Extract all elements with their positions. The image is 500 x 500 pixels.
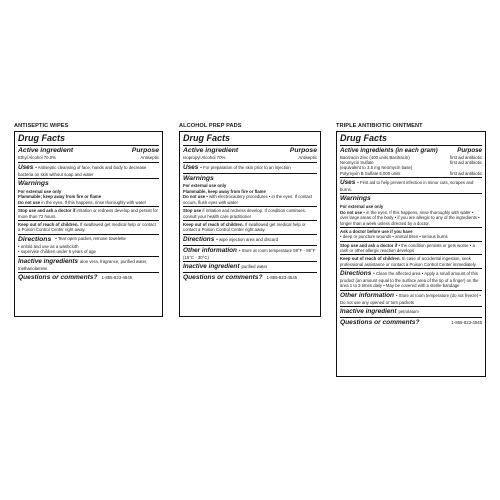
inactive-header: Inactive ingredient <box>340 308 397 316</box>
triple-drug-facts-panel <box>336 131 486 377</box>
directions-header: Directions <box>183 235 215 243</box>
alcohol-section-title: ALCOHOL PREP PADS <box>179 123 242 129</box>
do-not-use-text: • with electrocautery procedures <box>206 194 268 200</box>
purpose: first aid antibiotic <box>449 170 482 176</box>
keep-out-text: In case of accidental ingestion, seek professional assistance or contact a Poison Control Center immediately. <box>340 256 477 267</box>
questions-phone: 1-855-823-4545 <box>451 320 482 326</box>
flammable-warning: Flammable, keep away from fire or flame <box>183 188 266 194</box>
active-ingredient: Polymyxin B Sulfate 5,000 units <box>340 170 401 176</box>
other-info-text: • Store at room temperature 59°F - 86°F (15°C - 30°C) <box>183 247 316 260</box>
questions-header: Questions or comments? <box>18 274 98 282</box>
active-ingredient: Bacitracin Zinc (400 units Bacitracin) <box>340 154 410 160</box>
purpose: Antiseptic <box>298 155 317 161</box>
stop-use-text: irritation or redness develop and persist for more than 72 hours. <box>18 208 158 219</box>
uses-header: Uses <box>183 163 199 171</box>
do-not-use-text: • in the eyes. If this happens, rinse thoroughly with water • over large areas of the body • if you are allergic to any of the ingredients • longer than a week unless directed by a doctor. <box>340 209 480 226</box>
antiseptic-drug-facts-panel <box>14 131 163 317</box>
drug-facts-title: Drug Facts <box>183 133 231 143</box>
questions-header: Questions or comments? <box>340 319 420 327</box>
alcohol-drug-facts-panel <box>179 131 321 317</box>
stop-use-label: Stop use and ask a doctor if <box>340 242 398 248</box>
uses-text: • First aid to help prevent infection in minor cuts, scrapes and burns. <box>340 180 474 193</box>
active-ingredient-header: Active ingredients (in each gram) <box>340 146 438 154</box>
questions-phone: 1-855-823-4545 <box>101 275 133 281</box>
keep-out-label: Keep out of reach of children. <box>183 221 244 227</box>
purpose: first aid antibiotic <box>449 160 482 165</box>
active-ingredient-header: Active ingredient <box>183 146 239 154</box>
directions-header: Directions <box>18 235 52 243</box>
uses-header: Uses <box>340 179 356 187</box>
keep-out-label: Keep out of reach of children. <box>340 256 401 262</box>
keep-out-text: If swallowed get medical help or contact a Poison Control Center right away. <box>183 221 306 233</box>
directions-text: • wipe injection area and discard <box>216 236 278 242</box>
active-ingredient-header: Active ingredient <box>18 146 74 154</box>
inactive-header: Inactive ingredient <box>183 262 240 270</box>
inactive-text: purified water <box>241 263 268 269</box>
uses-text: • Antiseptic cleansing of face, hands and body to decrease bacteria on skin without soap and water <box>18 164 147 177</box>
do-not-use-label: Do not use <box>183 194 206 200</box>
warnings-header: Warnings <box>340 195 371 203</box>
active-ingredient: Isopropyl Alcohol 70% <box>183 155 226 161</box>
purpose-header: Purpose <box>289 146 317 154</box>
uses-text: • For preparation of the skin prior to an injection <box>200 164 291 170</box>
active-ingredient: Neomycin Sulfate <box>340 160 374 165</box>
drug-facts-title: Drug Facts <box>18 133 66 143</box>
triple-section-title: TRIPLE ANTIBIOTIC OINTMENT <box>336 123 423 129</box>
external-use: For external use only <box>183 183 227 189</box>
do-not-use-label: Do not use <box>340 209 363 215</box>
other-info-header: Other information <box>340 291 394 299</box>
directions-header: Directions <box>340 270 372 278</box>
purpose: first aid antibiotic <box>449 154 482 160</box>
other-info-header: Other information <box>183 246 237 254</box>
stop-use-text: if irritation and redness develop. If condition continues, consult your health care practitioner <box>183 208 307 219</box>
flammable-warning: Flammable; keep away from fire or flame <box>18 193 102 199</box>
do-not-use-label: Do not use <box>18 199 41 205</box>
drug-facts-title: Drug Facts <box>340 133 388 143</box>
do-not-use-text: in the eyes. If this happens, rinse thoroughly with water <box>41 199 147 205</box>
directions-text: • Clean the affected area • Apply a small amount of this product (an amount equal to the surface area of the tip of a finger) on the area 1 to 3 times daily • May be covered with a sterile bandage <box>340 271 479 289</box>
stop-use-text: • the condition persists or gets worse • a rash or other allergic reaction develops <box>340 242 475 253</box>
directions-line: • supervise children under 6 years of age <box>18 249 96 255</box>
warnings-header: Warnings <box>18 180 49 188</box>
inactive-text: aloe vera, fragrance, purified water, triethanolamine <box>18 258 148 271</box>
inactive-header: Inactive ingredients <box>18 257 79 265</box>
questions-header: Questions or comments? <box>183 273 263 281</box>
purpose-header: Purpose <box>457 146 482 154</box>
inactive-text: petrolatum <box>398 309 419 315</box>
antiseptic-section-title: ANTISEPTIC WIPES <box>14 123 69 129</box>
purpose: Antiseptic <box>140 155 159 161</box>
external-use: For external use only <box>18 188 62 194</box>
uses-header: Uses <box>18 163 34 171</box>
questions-phone: 1-855-823-4545 <box>266 274 298 280</box>
keep-out-text: If swallowed get medical help or contact a Poison Control Center right away. <box>18 221 156 233</box>
purpose-header: Purpose <box>131 146 159 154</box>
stop-use-label: Stop use and ask a doctor if <box>18 208 76 214</box>
ask-doctor-label: Ask a doctor before use if you have <box>340 228 413 234</box>
stop-use-label: Stop use <box>183 208 202 214</box>
other-info-text: • Store at room temperature (do not freeze) • Do not use any opened or torn packets <box>340 292 481 305</box>
external-use: For external use only <box>340 203 384 209</box>
warnings-header: Warnings <box>183 174 214 182</box>
ask-doctor-text: • deep or puncture wounds • animal bites • serious burns <box>340 234 448 240</box>
do-not-use-text: • in the eyes. If contact occurs, flush eyes with water <box>183 194 313 205</box>
keep-out-label: Keep out of reach of children. <box>18 221 79 227</box>
active-ingredient-note: (equivalent to 3.5 mg Neomycin base) <box>340 165 413 171</box>
active-ingredient: Ethyl Alcohol 70.0% <box>18 155 56 161</box>
directions-line: • unfold and use as a washcloth <box>18 244 79 250</box>
directions-line: • Tear open packet, remove towelette <box>55 235 126 241</box>
